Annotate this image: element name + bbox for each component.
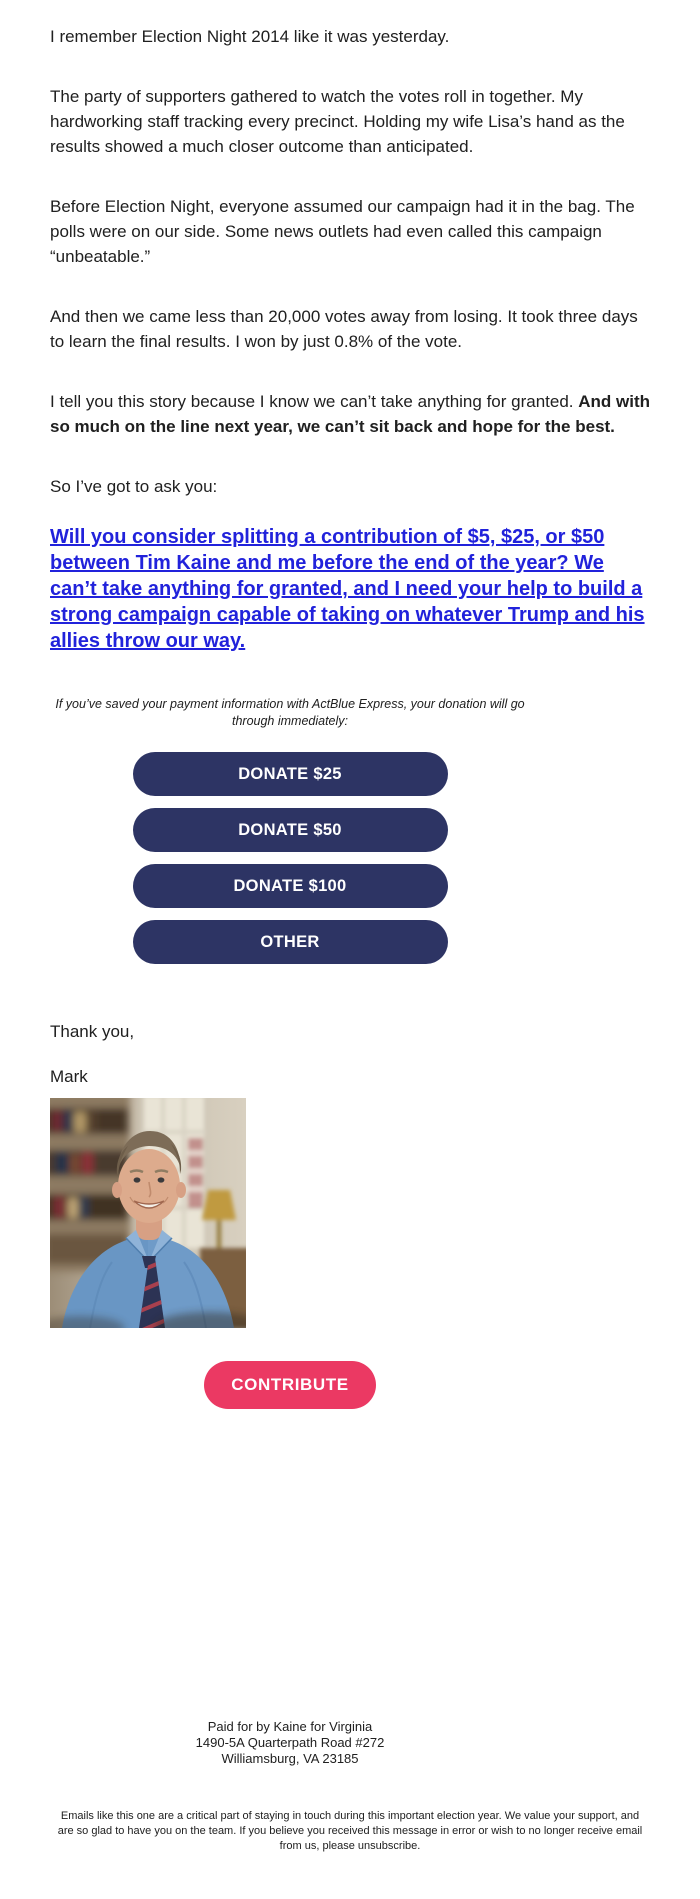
donate-100-button[interactable]: DONATE $100 [133,864,448,908]
body-paragraph-2: The party of supporters gathered to watch the votes roll in together. My hardworking staff tracking every precinct. Holding my wife Lisa’s hand as the results showed a much closer outcome than anticipated. [50,87,625,156]
mark-warner-photo-illustration [50,1098,246,1328]
paragraph-5-bold-text: And with so much on the line next year, we can’t sit back and hope for the best. [50,392,650,436]
donation-section [50,696,530,964]
address-line-1: 1490-5A Quarterpath Road #272 [195,1735,385,1750]
paragraph-5-normal-text: I tell you this story because I know we can’t take anything for granted. [50,392,579,411]
contribute-button[interactable]: CONTRIBUTE [204,1361,376,1409]
body-paragraph-5 [50,389,650,439]
body-paragraph-3: Before Election Night, everyone assumed our campaign had it in the bag. The polls were on our side. Some news outlets had even called this campaign “unbeatable.” [50,197,635,266]
mark-warner-photo [50,1098,246,1328]
address-line-2: Williamsburg, VA 23185 [221,1751,359,1766]
donate-button-stack [50,752,530,964]
actblue-express-note: If you’ve saved your payment information with ActBlue Express, your donation will go through immediately: [55,697,525,728]
closing-thanks: Thank you, [50,1022,135,1041]
body-paragraph-6: So I’ve got to ask you: [50,477,218,496]
body-paragraph-4: And then we came less than 20,000 votes away from losing. It took three days to learn the final results. I won by just 0.8% of the vote. [50,307,638,351]
signature-mark: Mark [50,1067,88,1086]
body-paragraph-1: I remember Election Night 2014 like it was yesterday. [50,27,450,46]
donate-25-button[interactable]: DONATE $25 [133,752,448,796]
email-disclaimer: Emails like this one are a critical part of staying in touch during this important election year. We value your support, and are so glad to have you on the team. If you believe you received this message in error or wish to no longer receive email from us, please unsubscribe. [57,1810,643,1852]
email-body [50,0,650,1854]
paid-for-footer [50,1719,530,1767]
contribute-section [50,1361,530,1409]
split-contribution-link[interactable]: Will you consider splitting a contribution of $5, $25, or $50 between Tim Kaine and me before the end of the year? We can’t take anything for granted, and I need your help to build a strong campaign capable of taking on whatever Trump and his allies throw our way. [50,526,645,652]
donate-50-button[interactable]: DONATE $50 [133,808,448,852]
paid-for-line: Paid for by Kaine for Virginia [207,1719,373,1734]
email-copy [50,24,650,499]
closing-block [50,1019,650,1089]
donate-other-button[interactable]: OTHER [133,920,448,964]
